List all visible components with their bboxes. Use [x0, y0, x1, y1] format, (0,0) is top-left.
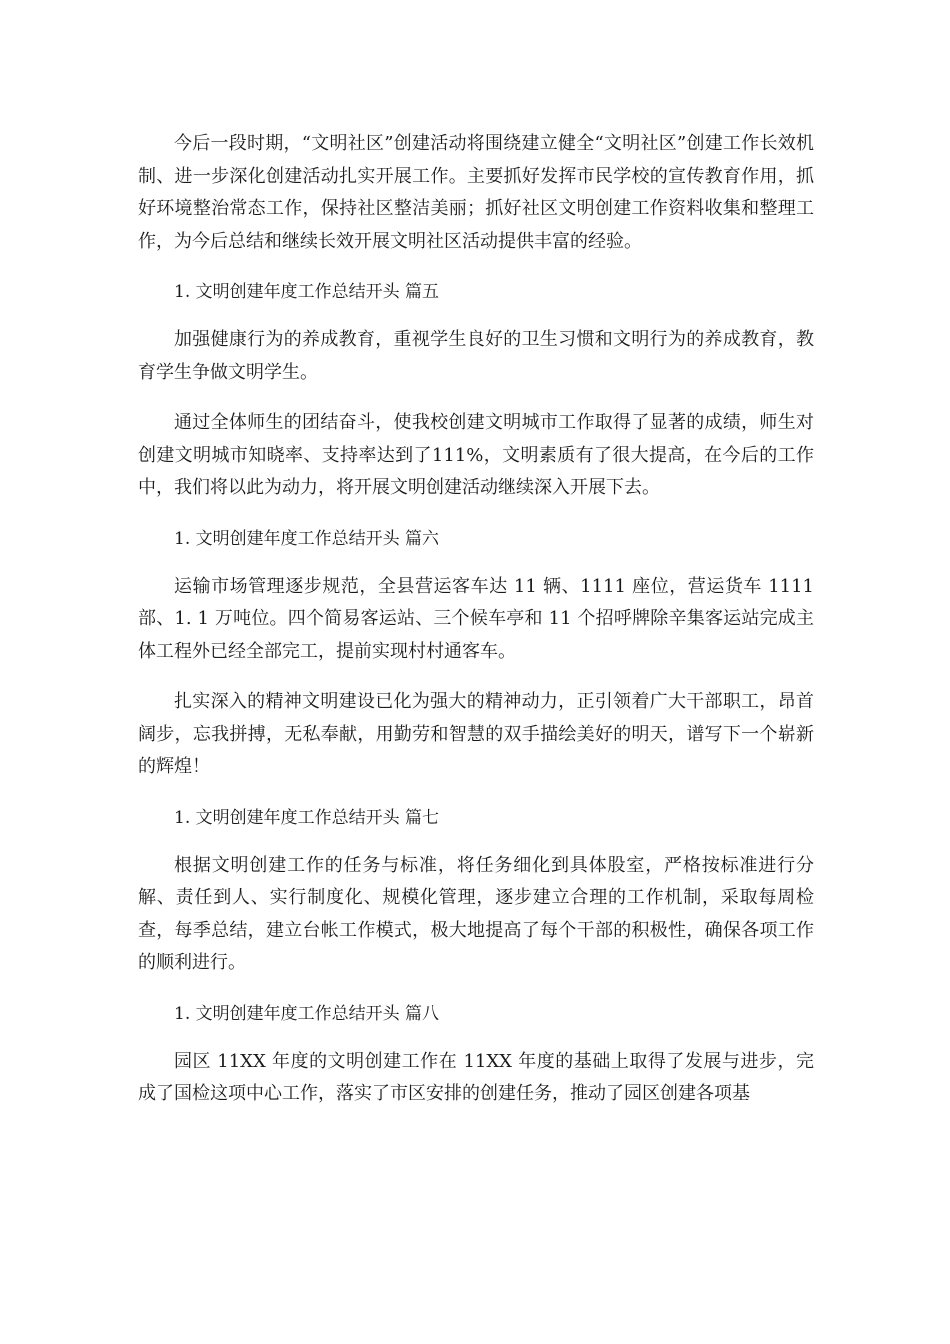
paragraph: 根据文明创建工作的任务与标准，将任务细化到具体股室，严格按标准进行分解、责任到人、实行制度化、规模化管理，逐步建立合理的工作机制，采取每周检查，每季总结，建立台帐工作模式，极大地提高了每个干部的积极性，确保各项工作的顺利进行。: [138, 854, 814, 973]
section-heading: 1. 文明创建年度工作总结开头 篇七: [174, 807, 440, 828]
paragraph: 扎实深入的精神文明建设已化为强大的精神动力，正引领着广大干部职工，昂首阔步，忘我拼搏，无私奉献，用勤劳和智慧的双手描绘美好的明天，谱写下一个崭新的辉煌！: [138, 691, 814, 777]
paragraph: 园区 11XX 年度的文明创建工作在 11XX 年度的基础上取得了发展与进步，完成了国检这项中心工作，落实了市区安排的创建任务，推动了园区创建各项基: [138, 1050, 814, 1104]
paragraph: 今后一段时期，“文明社区”创建活动将围绕建立健全“文明社区”创建工作长效机制、进一步深化创建活动扎实开展工作。主要抓好发挥市民学校的宣传教育作用，抓好环境整治常态工作，保持社区整洁美丽；抓好社区文明创建工作资料收集和整理工作，为今后总结和继续长效开展文明社区活动提供丰富的经验。: [138, 133, 814, 252]
document-page: [138, 128, 814, 1111]
section-heading: 1. 文明创建年度工作总结开头 篇六: [174, 528, 440, 549]
paragraph: 加强健康行为的养成教育，重视学生良好的卫生习惯和文明行为的养成教育，教育学生争做文明学生。: [138, 329, 814, 383]
paragraph: 运输市场管理逐步规范，全县营运客车达 11 辆、1111 座位，营运货车 1111 部、1. 1 万吨位。四个简易客运站、三个候车亭和 11 个招呼牌除辛集客运站完成主体工程外已经全部完工，提前实现村村通客车。: [138, 575, 814, 662]
section-heading: 1. 文明创建年度工作总结开头 篇五: [174, 282, 440, 302]
section-heading: 1. 文明创建年度工作总结开头 篇八: [174, 1003, 440, 1024]
paragraph: 通过全体师生的团结奋斗，使我校创建文明城市工作取得了显著的成绩，师生对创建文明城市知晓率、支持率达到了111%，文明素质有了很大提高，在今后的工作中，我们将以此为动力，将开展文明创建活动继续深入开展下去。: [138, 412, 814, 498]
